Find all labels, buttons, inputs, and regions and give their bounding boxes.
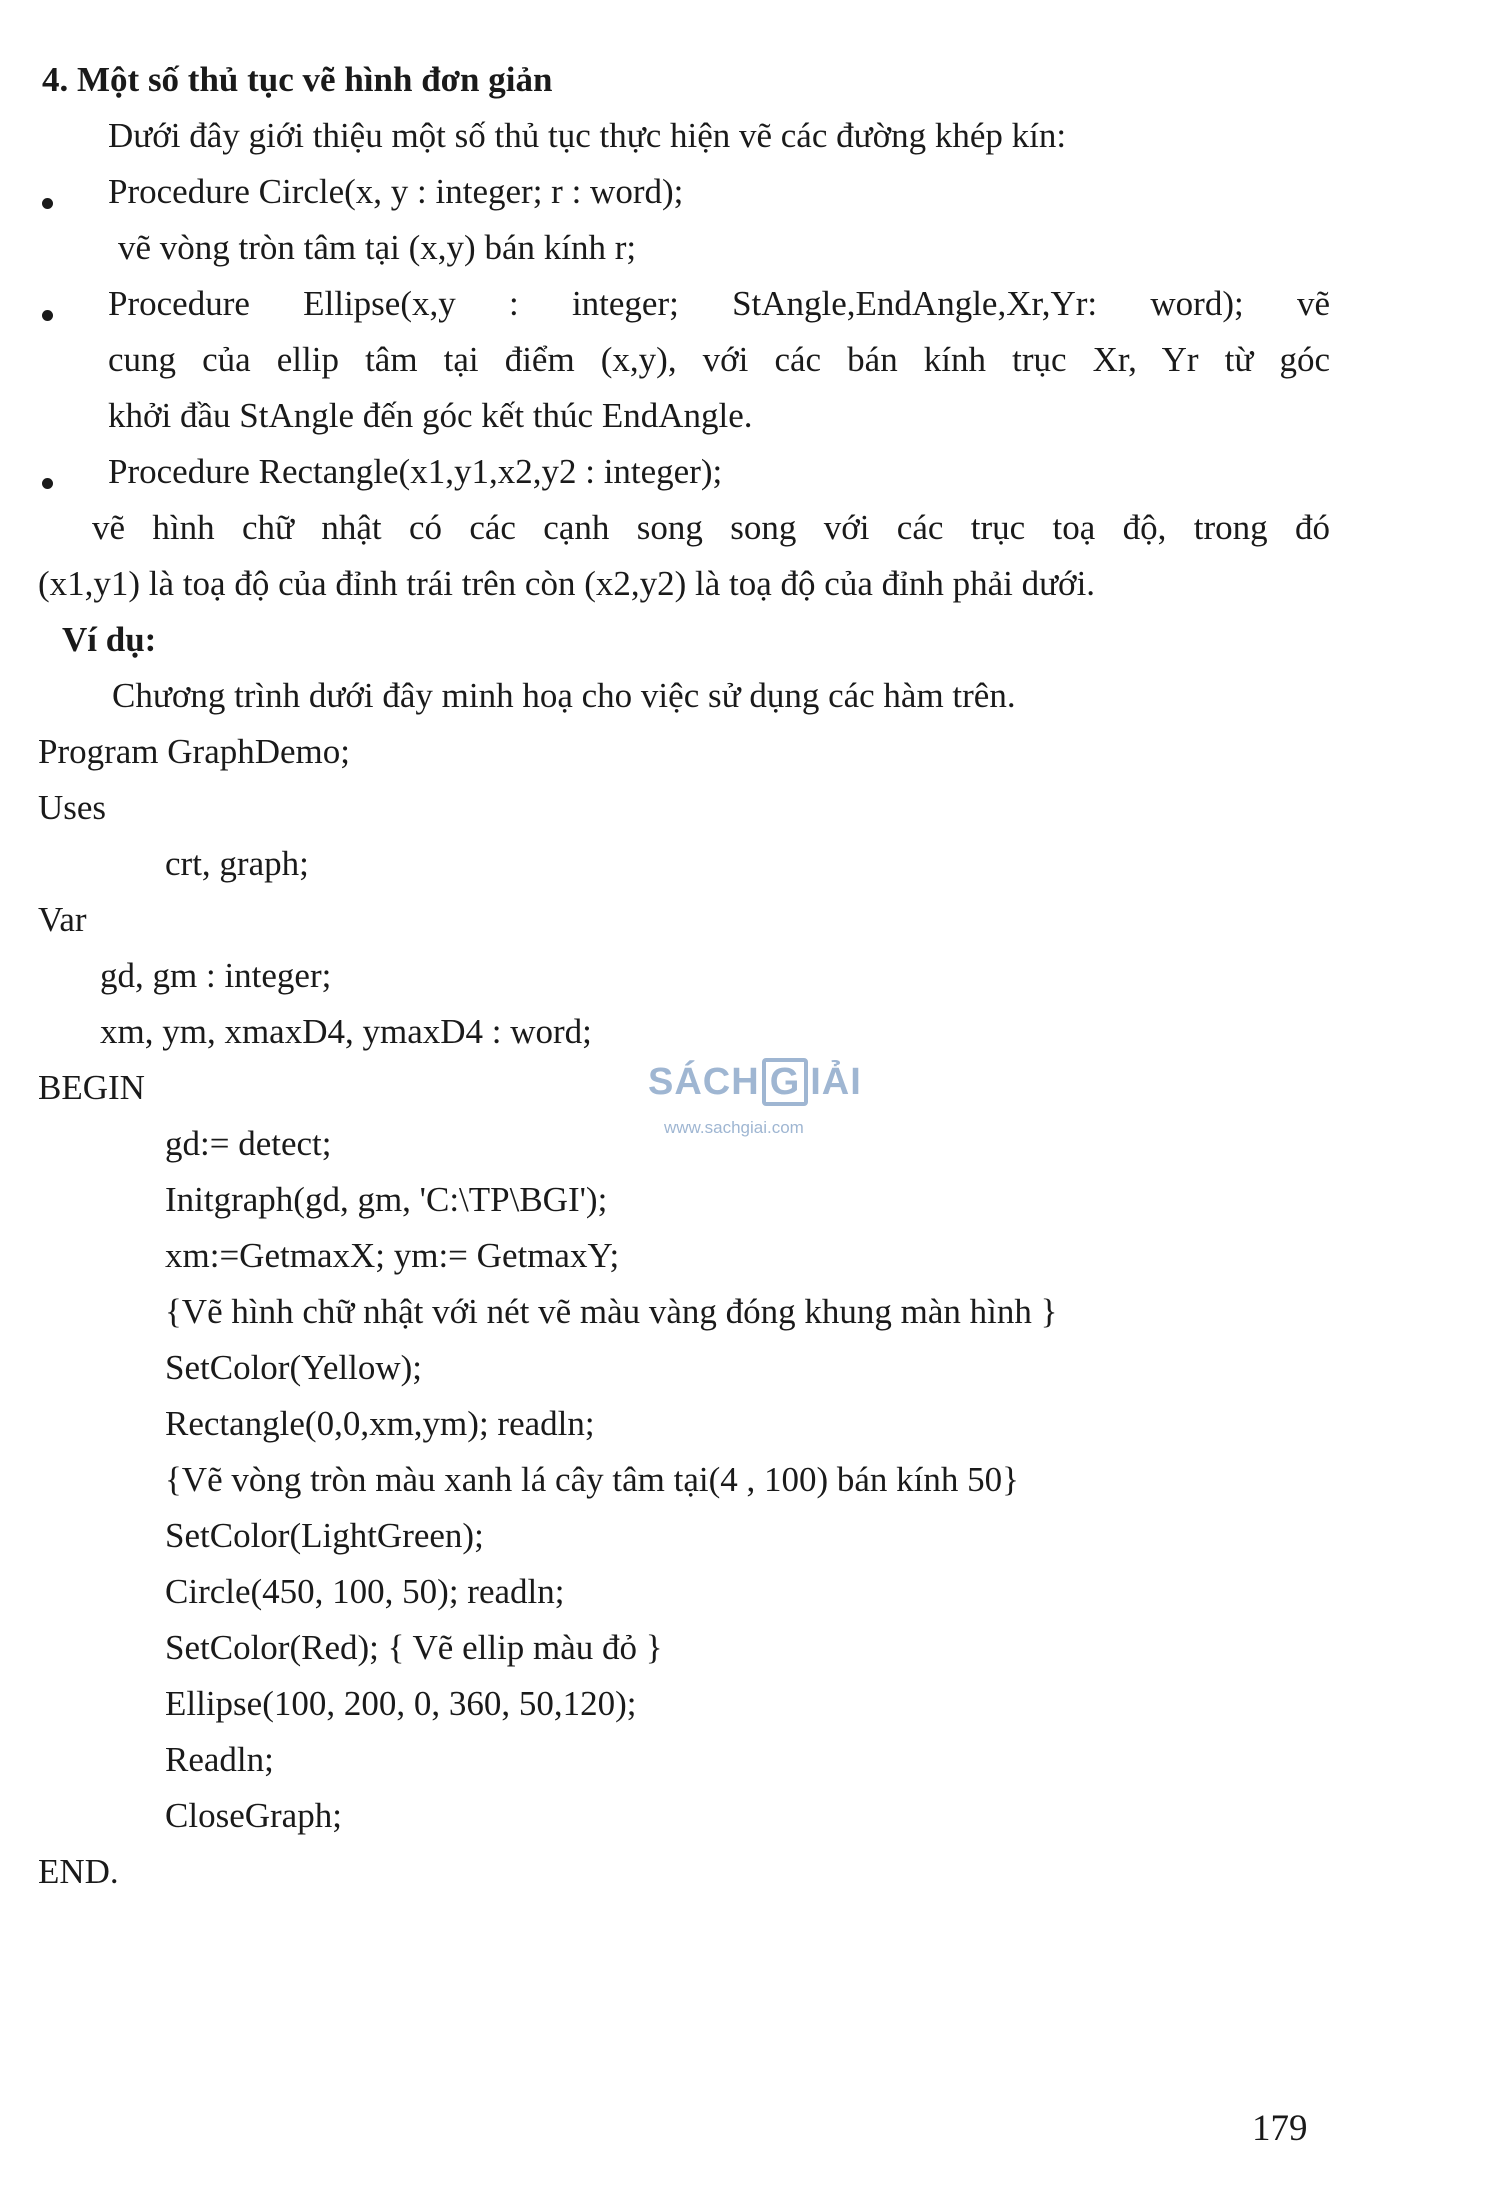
code-line: Ellipse(100, 200, 0, 360, 50,120); [165,1684,637,1723]
example-description: Chương trình dưới đây minh hoạ cho việc sử dụng các hàm trên. [112,676,1016,715]
watermark-brand-left: SÁCH [648,1061,760,1103]
code-line: Program GraphDemo; [38,732,351,771]
code-line: Var [38,900,87,939]
bullet-ellipse [42,310,53,321]
watermark-brand [648,1058,862,1106]
procedure-ellipse-description-1: cung của ellip tâm tại điểm (x,y), với các bán kính trục Xr, Yr từ góc [108,340,1330,379]
code-line: CloseGraph; [165,1796,342,1835]
section-intro: Dưới đây giới thiệu một số thủ tục thực hiện vẽ các đường khép kín: [108,116,1067,155]
code-line: SetColor(Yellow); [165,1348,423,1387]
procedure-ellipse-signature: Procedure Ellipse(x,y : integer; StAngle,EndAngle,Xr,Yr: word); vẽ [108,284,1330,323]
code-line: SetColor(Red); { Vẽ ellip màu đỏ } [165,1628,663,1667]
code-line: gd:= detect; [165,1124,332,1163]
procedure-rectangle-signature: Procedure Rectangle(x1,y1,x2,y2 : integer); [108,452,723,491]
procedure-rectangle-description-2: (x1,y1) là toạ độ của đỉnh trái trên còn (x2,y2) là toạ độ của đỉnh phải dưới. [38,564,1096,603]
code-line: Readln; [165,1740,274,1779]
code-line: xm, ym, xmaxD4, ymaxD4 : word; [100,1012,592,1051]
code-line: BEGIN [38,1068,145,1107]
watermark-brand-box: G [762,1058,809,1106]
code-line: Initgraph(gd, gm, 'C:\TP\BGI'); [165,1180,608,1219]
code-line: SetColor(LightGreen); [165,1516,484,1555]
procedure-circle-description: vẽ vòng tròn tâm tại (x,y) bán kính r; [118,228,637,267]
code-line: Uses [38,788,107,827]
code-comment: {Vẽ hình chữ nhật với nét vẽ màu vàng đóng khung màn hình } [165,1292,1058,1331]
bullet-circle [42,198,53,209]
procedure-circle-signature: Procedure Circle(x, y : integer; r : word); [108,172,684,211]
section-heading: 4. Một số thủ tục vẽ hình đơn giản [42,60,553,99]
page-number: 179 [1252,2108,1308,2149]
code-line: Rectangle(0,0,xm,ym); readln; [165,1404,595,1443]
code-line: Circle(450, 100, 50); readln; [165,1572,565,1611]
code-comment: {Vẽ vòng tròn màu xanh lá cây tâm tại(4 , 100) bán kính 50} [165,1460,1019,1499]
code-line: crt, graph; [165,844,309,883]
code-line: END. [38,1852,119,1891]
example-label: Ví dụ: [62,620,157,659]
watermark-url: www.sachgiai.com [664,1118,804,1137]
procedure-rectangle-description-1: vẽ hình chữ nhật có các cạnh song song với các trục toạ độ, trong đó [92,508,1330,547]
code-line: gd, gm : integer; [100,956,332,995]
bullet-rectangle [42,478,53,489]
watermark-logo [648,1058,863,1148]
procedure-ellipse-description-2: khởi đầu StAngle đến góc kết thúc EndAngle. [108,396,753,435]
watermark-brand-right: IẢI [810,1061,862,1103]
code-line: xm:=GetmaxX; ym:= GetmaxY; [165,1236,620,1275]
